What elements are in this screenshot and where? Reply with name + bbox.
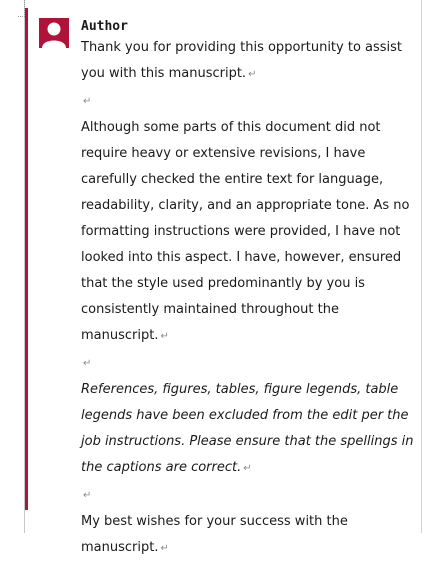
paragraph-mark-icon: ↵ [83,490,92,501]
paragraph-text: Thank you for providing this opportunity to assist you with this manuscript. [81,40,403,81]
paragraph-mark-icon: ↵ [160,543,169,554]
paragraph-text: My best wishes for your success with the manuscript. [81,514,348,555]
comment-paragraph-italic [81,377,417,482]
person-icon [39,18,69,48]
paragraph-mark-icon: ↵ [83,96,92,107]
comment-paragraph [81,35,417,88]
comment-paragraph [81,509,417,562]
paragraph-text: References, figures, tables, figure legends, table legends have been excluded from the edit per the job instructions. Please ensure that the spellings in the captions are correct. [81,382,414,475]
empty-paragraph [81,350,417,377]
author-avatar [39,18,69,48]
text-boundary-corner-mark [18,0,25,17]
comment-body[interactable] [81,35,417,562]
paragraph-mark-icon: ↵ [243,463,252,474]
empty-paragraph [81,482,417,509]
paragraph-mark-icon: ↵ [160,331,169,342]
paragraph-mark-icon: ↵ [248,69,257,80]
comment-indicator-bar [25,8,28,510]
paragraph-mark-icon: ↵ [83,358,92,369]
comment-author-name: Author [81,19,128,34]
empty-paragraph [81,88,417,115]
right-page-edge [421,0,422,533]
paragraph-text: Although some parts of this document did not require heavy or extensive revisions, I have carefully checked the entire text for language, readability, clarity, and an appropriate tone. As no formatting instructions were provided, I have not looked into this aspect. I have, however, ensured that the style used predominantly by you is consistently maintained throughout the manuscript. [81,120,410,343]
comment-paragraph [81,115,417,350]
